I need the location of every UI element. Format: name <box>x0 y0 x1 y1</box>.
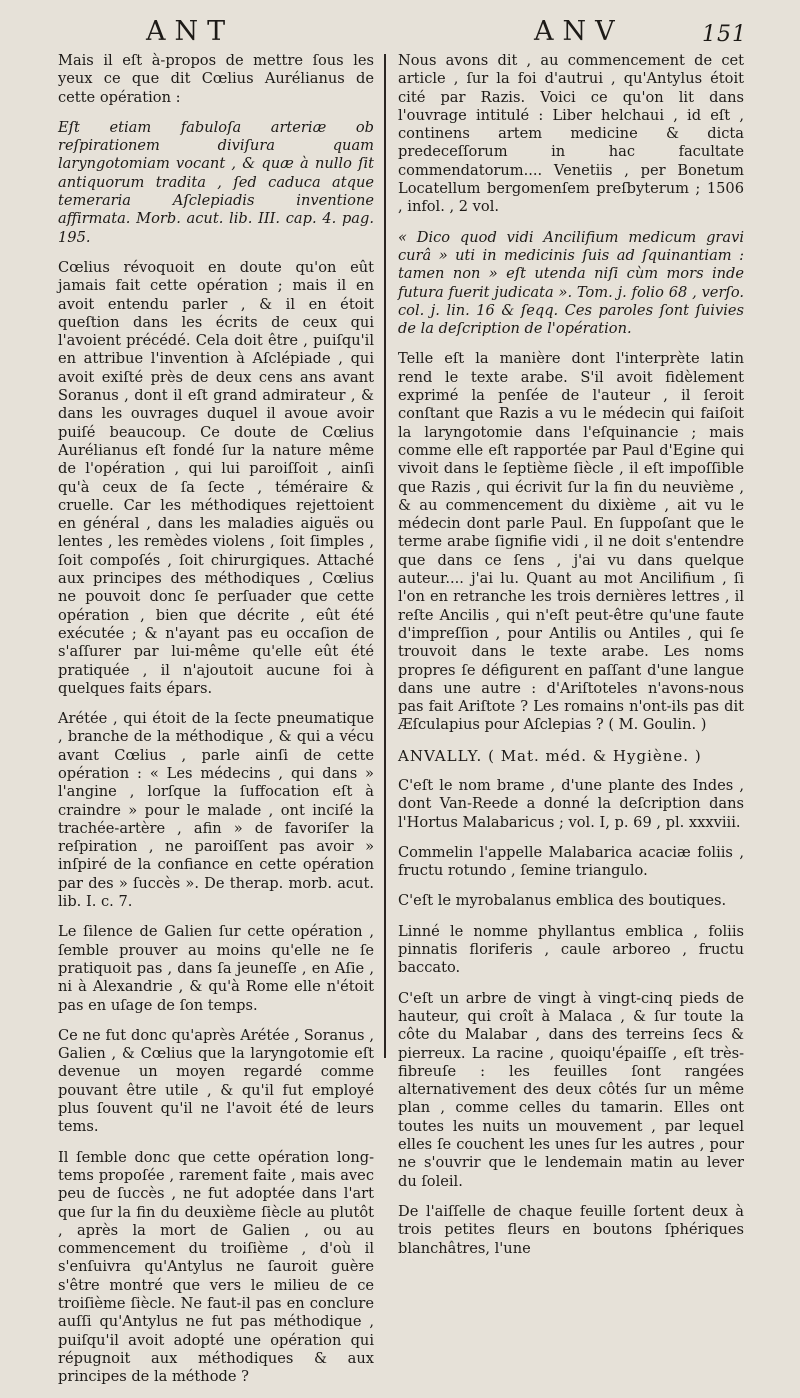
paragraph: De l'aiſſelle de chaque feuille ſortent deux à trois petites fleurs en boutons ſphériques blanchâtres, l'une <box>398 1202 744 1257</box>
paragraph: Il ſemble donc que cette opération long-tems propoſée , rarement faite , mais avec peu de ſuccès , ne fut adoptée dans l'art que ſur la fin du deuxième ſiècle au plutôt , après la mort de Galien , ou au commencement du troiſième , d'où il s'enſuivra qu'Antylus ne ſauroit guère s'être montré que vers le milieu de ce troiſième ſiècle. Ne faut-il pas en conclure auſſi qu'Antylus ne fut pas méthodique , puiſqu'il avoit adopté une opération qui répugnoit aux méthodiques & aux principes de la méthode ? <box>58 1148 374 1386</box>
paragraph: Cœlius révoquoit en doute qu'on eût jamais fait cette opération ; mais il en avoit entendu parler , & il en étoit queſtion dans les écrits de ceux qui l'avoient précédé. Cela doit être , puiſqu'il en attribue l'invention à Aſclépiade , qui avoit exiſté près de deux cens ans avant Soranus , dont il eſt grand admirateur , & dans les ouvrages duquel il avoue avoir puiſé beaucoup. Ce doute de Cœlius Aurélianus eſt fondé ſur la nature même de l'opération , qui lui paroiſſoit , ainſi qu'à ceux de ſa ſecte , téméraire & cruelle. Car les méthodiques rejettoient en général , dans les maladies aiguës ou lentes , les remèdes violens , ſoit ſimples , ſoit compoſés , ſoit chirurgiques. Attaché aux principes des méthodiques , Cœlius ne pouvoit donc ſe perſuader que cette opération , bien que décrite , eût été exécutée ; & n'ayant pas eu occaſion de s'aſſurer par lui-même qu'elle eût été pratiquée , il n'ajoutoit aucune foi à quelques faits épars. <box>58 258 374 697</box>
paragraph: Telle eſt la manière dont l'interprète latin rend le texte arabe. S'il avoit fidèlement exprimé la penſée de l'auteur , il ſeroit conſtant que Razis a vu le médecin qui faiſoit la laryngotomie dans l'eſquinancie ; mais comme elle eſt rapportée par Paul d'Egine qui vivoit dans le ſeptième ſiècle , il eſt impoſſible que Razis , qui écrivit ſur la fin du neuvième , & au commencement du dixième , ait vu le médecin dont parle Paul. En ſuppoſant que le terme arabe ſignifie vidi , il ne doit s'entendre que dans ce ſens , j'ai vu dans quelque auteur.... j'ai lu. Quant au mot Ancilifium , ſi l'on en retranche les trois dernières lettres , il reſte Ancilis , qui n'eſt peut-être qu'une faute d'impreſſion , pour Antilis ou Antiles , qui ſe trouvoit dans le texte arabe. Les noms propres ſe défigurent en paſſant d'une langue dans une autre : d'Ariſtoteles n'avons-nous pas fait Ariſtote ? Les romains n'ont-ils pas dit Æſculapius pour Aſclepias ? ( M. Goulin. ) <box>398 350 744 734</box>
running-header-left: ANT <box>146 16 235 47</box>
running-header-right: ANV <box>534 16 624 47</box>
paragraph: Mais il eſt à-propos de mettre ſous les yeux ce que dit Cœlius Aurélianus de cette opération : <box>58 52 374 106</box>
latin-quotation: « Dico quod vidi Ancilifium medicum gravi curâ » uti in medicinis ſuis ad ſquinantiam : tamen non » eſt utenda niſi cùm mors inde futura fuerit judicata ». Tom. j. folio 68 , verſo. col. j. lin. 16 & ſeqq. Ces paroles ſont ſuivies de la deſcription de l'opération. <box>398 228 744 338</box>
latin-quotation: Eſt etiam fabuloſa arteriæ ob reſpirationem diviſura quam laryngotomiam vocant , & quæ à nullo ſit antiquorum tradita , ſed caduca atque temeraria Aſclepiadis inventione affirmata. Morb. acut. lib. III. cap. 4. pag. 195. <box>58 118 374 246</box>
paragraph: Commelin l'appelle Malabarica acaciæ foliis , fructu rotundo , ſemine triangulo. <box>398 843 744 880</box>
entry-heading: ANVALLY. ( Mat. méd. & Hygiène. ) <box>398 746 702 765</box>
paragraph: Le ſilence de Galien ſur cette opération , ſemble prouver au moins qu'elle ne ſe pratiquoit pas , dans ſa jeuneſſe , en Aſie , ni à Alexandrie , & qu'à Rome elle n'étoit pas en uſage de ſon temps. <box>58 923 374 1014</box>
paragraph: Nous avons dit , au commencement de cet article , ſur la foi d'autrui , qu'Antylus étoit cité par Razis. Voici ce qu'on lit dans l'ouvrage intitulé : Liber helchaui , id eſt , continens artem medicine & dicta predeceſſorum in hac facultate commendatorum.... Venetiis , per Bonetum Locatellum bergomenſem preſbyterum ; 1506 , infol. , 2 vol. <box>398 52 744 216</box>
page-number: 151 <box>702 22 747 47</box>
paragraph: C'eſt un arbre de vingt à vingt-cinq pieds de hauteur, qui croît à Malaca , & ſur toute la côte du Malabar , dans des terreins ſecs & pierreux. La racine , quoiqu'épaiſſe , eſt très-fibreuſe : les feuilles ſont rangées alternativement des deux côtés ſur un même plan , comme celles du tamarin. Elles ont toutes les nuits un mouvement , par lequel elles ſe couchent les unes ſur les autres , pour ne s'ouvrir que le lendemain matin au lever du ſoleil. <box>398 989 744 1190</box>
paragraph: Arétée , qui étoit de la ſecte pneumatique , branche de la méthodique , & qui a vécu avant Cœlius , parle ainſi de cette opération : « Les médecins , qui dans » l'angine , lorſque la ſuffocation eſt à craindre » pour le malade , ont inciſé la trachée-artère , afin » de favoriſer la reſpiration , ne paroiſſent pas avoir » inſpiré de la confiance en cette opération par des » ſuccès ». De therap. morb. acut. lib. I. c. 7. <box>58 710 374 911</box>
paragraph: Linné le nomme phyllantus emblica , foliis pinnatis floriferis , caule arboreo , fructu baccato. <box>398 922 744 977</box>
right-column <box>398 52 744 1270</box>
paragraph: C'eſt le myrobalanus emblica des boutiques. <box>398 892 727 910</box>
paragraph: Ce ne fut donc qu'après Arétée , Soranus , Galien , & Cœlius que la laryngotomie eſt devenue un moyen regardé comme pouvant être utile , & qu'il fut employé plus ſouvent qu'il ne l'avoit été de leurs tems. <box>58 1026 374 1136</box>
paragraph: C'eſt le nom brame , d'une plante des Indes , dont Van-Reede a donné la deſcription dans l'Hortus Malabaricus ; vol. I, p. 69 , pl. xxxviii. <box>398 776 744 831</box>
column-divider <box>384 54 386 1058</box>
left-column <box>58 52 374 1398</box>
